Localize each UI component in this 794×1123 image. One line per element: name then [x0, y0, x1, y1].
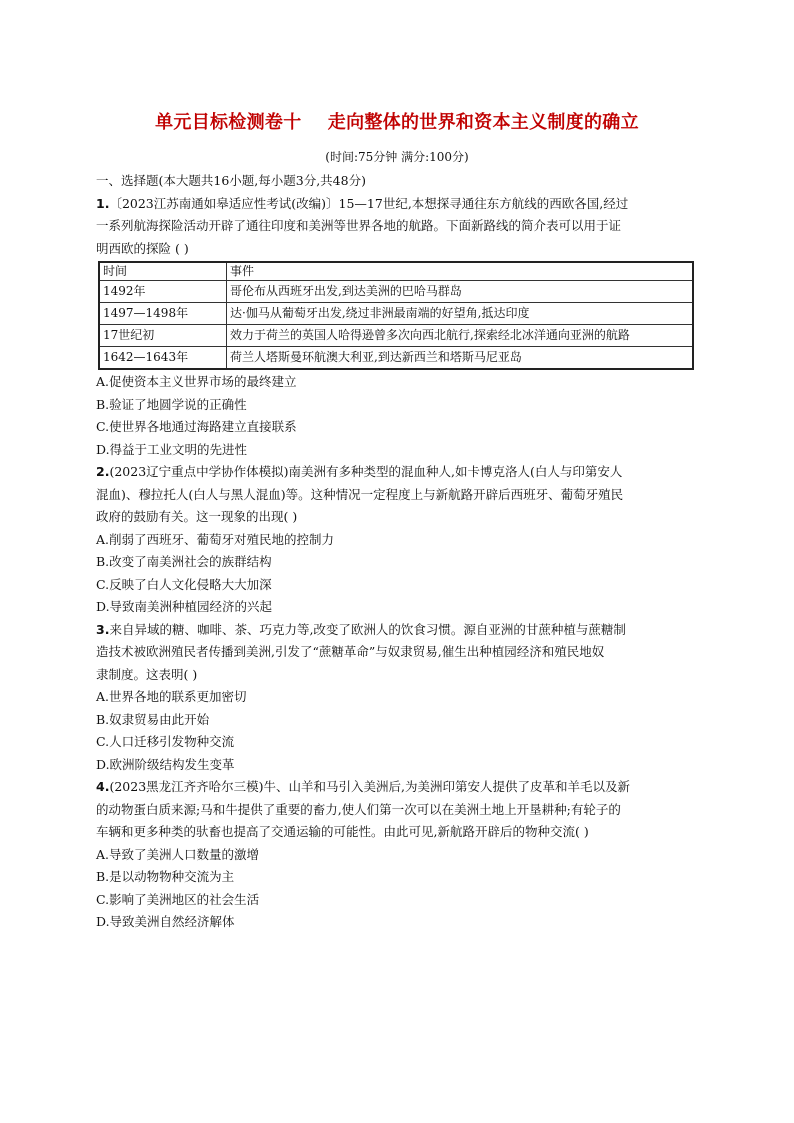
question-line — [96, 619, 696, 642]
option-c: C.反映了白人文化侵略大大加深 — [96, 576, 272, 592]
question-2 — [96, 461, 696, 619]
table-header-row — [99, 262, 693, 281]
question-text: 〔2023江苏南通如皋适应性考试(改编)〕15—17世纪,本想探寻通往东方航线的西欧各国,经过 — [109, 195, 629, 211]
table-row — [99, 347, 693, 370]
question-line: 的动物蛋白质来源;马和牛提供了重要的畜力,使人们第一次可以在美洲土地上开垦耕种;有轮子的 — [96, 801, 621, 817]
table-row — [99, 325, 693, 347]
option-d: D.欧洲阶级结构发生变革 — [96, 756, 235, 772]
table-cell-event: 效力于荷兰的英国人哈得逊曾多次向西北航行,探索经北冰洋通向亚洲的航路 — [227, 325, 694, 347]
option-a: A.世界各地的联系更加密切 — [96, 689, 247, 704]
exam-content — [96, 170, 696, 934]
table-row — [99, 281, 693, 303]
table-cell-time: 1492年 — [99, 281, 227, 303]
option-c: C.人口迁移引发物种交流 — [96, 734, 235, 749]
table-header-time: 时间 — [99, 262, 227, 281]
table-cell-event: 哥伦布从西班牙出发,到达美洲的巴哈马群岛 — [227, 281, 694, 303]
table-cell-time: 17世纪初 — [99, 325, 227, 347]
question-text: (2023辽宁重点中学协作体模拟)南美洲有多种类型的混血种人,如卡博克洛人(白人与印第安人 — [109, 464, 623, 479]
question-3 — [96, 619, 696, 777]
question-line: 车辆和更多种类的驮畜也提高了交通运输的可能性。由此可见,新航路开辟后的物种交流( ) — [96, 824, 589, 839]
exam-info: (时间:75分钟 满分:100分) — [325, 150, 469, 164]
question-text: (2023黑龙江齐齐哈尔三模)牛、山羊和马引入美洲后,为美洲印第安人提供了皮革和羊毛以及新 — [109, 779, 630, 794]
option-d: D.得益于工业文明的先进性 — [96, 441, 248, 457]
question-line — [96, 776, 696, 799]
question-number: 4. — [96, 779, 110, 794]
question-4 — [96, 776, 696, 934]
question-line: 混血)、穆拉托人(白人与黑人混血)等。这种情况一定程度上与新航路开辟后西班牙、葡萄牙殖民 — [96, 486, 624, 502]
question-line: 造技术被欧洲殖民者传播到美洲,引发了“蔗糖革命”与奴隶贸易,催生出种植园经济和殖民地奴 — [96, 644, 605, 659]
page-title: 单元目标检测卷十 走向整体的世界和资本主义制度的确立 — [155, 112, 639, 133]
option-b: B.是以动物物种交流为主 — [96, 869, 235, 884]
option-b: B.奴隶贸易由此开始 — [96, 711, 210, 727]
option-a: A.促使资本主义世界市场的最终建立 — [96, 374, 297, 389]
option-b: B.改变了南美洲社会的族群结构 — [96, 554, 272, 569]
section-heading: 一、选择题(本大题共16小题,每小题3分,共48分) — [96, 173, 366, 188]
option-c: C.使世界各地通过海路建立直接联系 — [96, 419, 297, 434]
question-line: 隶制度。这表明( ) — [96, 666, 198, 682]
option-a: A.削弱了西班牙、葡萄牙对殖民地的控制力 — [96, 531, 335, 547]
option-c: C.影响了美洲地区的社会生活 — [96, 891, 260, 907]
question-number: 3. — [96, 621, 110, 637]
table-cell-event: 荷兰人塔斯曼环航澳大利亚,到达新西兰和塔斯马尼亚岛 — [227, 347, 694, 370]
question-line — [96, 193, 696, 216]
table-cell-event: 达·伽马从葡萄牙出发,绕过非洲最南端的好望角,抵达印度 — [227, 303, 694, 325]
route-table — [98, 261, 694, 370]
question-line: 明西欧的探险 ( ) — [96, 240, 189, 256]
question-1 — [96, 193, 696, 462]
option-d: D.导致南美洲种植园经济的兴起 — [96, 599, 273, 614]
question-number: 1. — [96, 195, 110, 211]
table-header-event: 事件 — [227, 262, 694, 281]
option-a: A.导致了美洲人口数量的激增 — [96, 846, 260, 862]
question-text: 来自异域的糖、咖啡、茶、巧克力等,改变了欧洲人的饮食习惯。源自亚洲的甘蔗种植与蔗糖制 — [109, 621, 626, 637]
question-line — [96, 461, 696, 484]
table-cell-time: 1642—1643年 — [99, 347, 227, 370]
option-d: D.导致美洲自然经济解体 — [96, 914, 235, 929]
table-cell-time: 1497—1498年 — [99, 303, 227, 325]
question-line: 政府的鼓励有关。这一现象的出现( ) — [96, 509, 298, 524]
table-row — [99, 303, 693, 325]
question-line: 一系列航海探险活动开辟了通往印度和美洲等世界各地的航路。下面新路线的简介表可以用于证 — [96, 218, 622, 233]
option-b: B.验证了地圆学说的正确性 — [96, 396, 247, 412]
question-number: 2. — [96, 464, 110, 479]
